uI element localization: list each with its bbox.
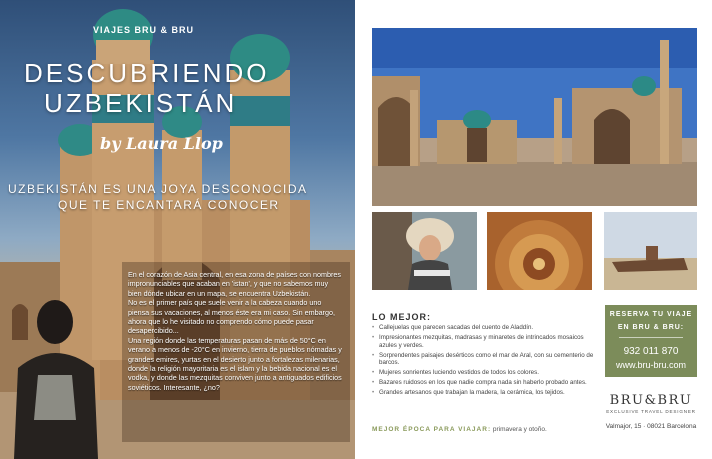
booking-line-1: RESERVA TU VIAJE	[609, 311, 693, 318]
title-line-1: DESCUBRIENDO	[24, 58, 270, 88]
brand-logo	[605, 393, 697, 414]
list-item: • Sorprendentes paisajes desérticos como el mar de Aral, con su cementerio de barcos.	[372, 352, 597, 367]
ceiling-mosaic-photo	[487, 212, 592, 290]
body-paragraph: En el corazón de Asia central, en esa zona de países con nombres impronunciables que acaban en 'istan', y que no sabemos muy bien dónde ubicar en un mapa, se encuentra Uzbekistán.	[128, 270, 341, 298]
list-item: • Mujeres sonrientes luciendo vestidos de todos los colores.	[372, 369, 597, 377]
left-page	[0, 0, 355, 459]
brand-label: VIAJES BRU & BRU	[93, 25, 195, 35]
best-season	[372, 426, 547, 433]
lo-mejor-heading: LO MEJOR:	[372, 312, 432, 322]
website-link: www.bru-bru.com	[615, 360, 687, 370]
woman-hat-photo	[372, 212, 477, 290]
aral-ship-photo	[604, 212, 697, 290]
best-season-label: MEJOR ÉPOCA PARA VIAJAR:	[372, 426, 492, 433]
article-body	[128, 270, 343, 392]
list-item: • Bazares ruidosos en los que nadie compra nada sin haberlo probado antes.	[372, 379, 597, 387]
best-season-value: primavera y otoño.	[492, 426, 547, 433]
highlights-list	[372, 324, 597, 399]
address: Valmajor, 15 · 08021 Barcelona	[605, 423, 697, 430]
list-item: • Callejuelas que parecen sacadas del cuento de Aladdín.	[372, 324, 597, 332]
divider	[619, 337, 683, 338]
author-byline: by Laura Llop	[100, 134, 223, 153]
subtitle-line-2: QUE TE ENCANTARÁ CONOCER	[58, 198, 280, 212]
body-paragraph: No es el primer país que suele venir a la cabeza cuando uno piensa sus vacaciones, al menos éste era mi caso. Sin embargo, ahora que lo he visitado no comprendo cómo puede pasar desapercibido...	[128, 298, 335, 336]
list-item: • Grandes artesanos que trabajan la madera, la cerámica, los tejidos.	[372, 389, 597, 397]
registan-photo	[372, 28, 697, 206]
booking-line-2: EN BRU & BRU:	[617, 324, 685, 331]
list-item: • Impresionantes mezquitas, madrasas y minaretes de intrincados mosaicos azules y verdes.	[372, 334, 597, 349]
phone-number: 932 011 870	[623, 346, 679, 357]
logo-tagline: EXCLUSIVE TRAVEL DESIGNER	[606, 409, 696, 414]
body-paragraph: Una región donde las temperaturas pasan de más de 50°C en verano a menos de -20°C en invierno, tierra de pueblos nómadas y grandes emires, yurtas en el desierto junto a fortalezas milenarias, donde la religión mayoritaria es el islam y la bebida nacional es el vodka, y donde las mezquitas conviven junto a antiguados edificios soviéticos. Interesante, ¿no?	[128, 335, 342, 392]
booking-box	[605, 305, 697, 377]
subtitle-line-1: UZBEKISTÁN ES UNA JOYA DESCONOCIDA	[8, 182, 308, 196]
title-line-2: UZBEKISTÁN	[44, 88, 238, 118]
logo-mark: BRU&BRU	[609, 393, 693, 408]
right-page	[357, 0, 712, 459]
